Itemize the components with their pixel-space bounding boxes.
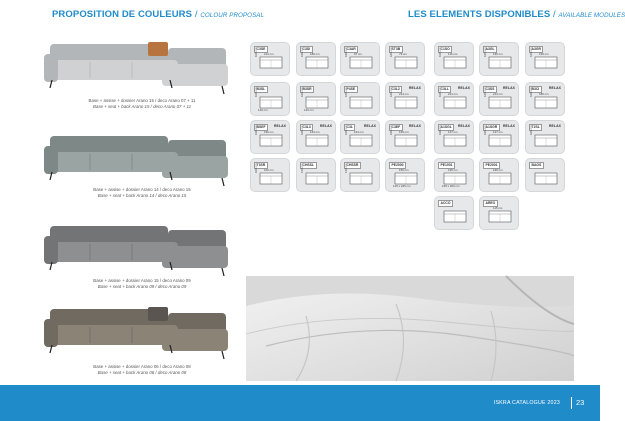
module-tile xyxy=(385,82,425,116)
module-code: CHSSL xyxy=(300,162,317,169)
relax-logo: RELAX xyxy=(503,124,515,128)
module-code: A1SGL xyxy=(438,124,454,131)
section-title-colour-proposal xyxy=(52,9,264,20)
module-diagram xyxy=(534,133,558,148)
module-diagram xyxy=(488,95,512,110)
module-diagram xyxy=(394,55,418,70)
relax-logo: RELAX xyxy=(549,124,561,128)
module-tile xyxy=(434,196,474,230)
module-diagram xyxy=(349,171,373,186)
module-depth: 100 cm xyxy=(438,125,442,135)
sofa-image xyxy=(44,126,232,188)
module-tile xyxy=(296,82,336,116)
title-fr: LES ELEMENTS DISPONIBLES xyxy=(408,9,551,20)
module-tile xyxy=(340,158,380,192)
module-width: 127 cm xyxy=(448,130,458,134)
module-code: T2SL xyxy=(529,124,542,131)
module-depth: 100 cm xyxy=(529,87,533,97)
relax-logo: RELAX xyxy=(364,124,376,128)
module-width: 196 cm xyxy=(493,52,503,56)
module-depth: 100 cm xyxy=(389,125,393,135)
module-code: PE2000 xyxy=(389,162,406,169)
module-depth: 100 cm xyxy=(483,87,487,97)
sofa-caption xyxy=(44,364,240,376)
sofa-image xyxy=(44,34,232,96)
module-depth: 100 cm xyxy=(344,125,348,135)
module-code: B3SL xyxy=(254,86,268,93)
module-diagram xyxy=(488,171,512,186)
module-depth: 100 cm xyxy=(254,125,258,135)
module-width: 190 cm xyxy=(264,130,274,134)
module-diagram xyxy=(443,55,467,70)
module-tile xyxy=(479,196,519,230)
module-width: 163 cm xyxy=(310,130,320,134)
module-width: 79 cm xyxy=(399,52,407,56)
module-depth: 100 cm xyxy=(344,87,348,97)
footer-divider xyxy=(571,397,572,409)
module-depth: 100 cm xyxy=(389,87,393,97)
module-tile xyxy=(434,158,474,192)
module-diagram xyxy=(443,209,467,224)
module-width: 189 cm xyxy=(310,52,320,56)
relax-logo: RELAX xyxy=(458,124,470,128)
module-code: BSEF xyxy=(254,124,268,131)
module-diagram xyxy=(259,55,283,70)
module-diagram xyxy=(534,95,558,110)
module-tile xyxy=(385,120,425,154)
module-width: 163 cm xyxy=(354,130,364,134)
module-code: C3L xyxy=(344,124,355,131)
caption-en: Base + seat + back Arano 15 / deco Arano 07 + 11 xyxy=(92,104,192,109)
module-width: 214 cm xyxy=(448,92,458,96)
module-tile xyxy=(479,158,519,192)
module-diagram xyxy=(349,95,373,110)
module-depth: 100 cm xyxy=(300,87,304,97)
module-width: 186 cm xyxy=(539,92,549,96)
relax-logo: RELAX xyxy=(409,124,421,128)
sofa-caption xyxy=(44,187,240,199)
module-tile xyxy=(296,42,336,76)
module-tile xyxy=(250,42,290,76)
catalogue-label: ISKRA CATALOGUE 2023 xyxy=(493,400,560,406)
module-width: 196 cm xyxy=(539,52,549,56)
module-code: PE1001 xyxy=(438,162,455,169)
caption-fr: Base + assise + dossier Arano 06 / deco Arano 08 xyxy=(93,364,191,369)
module-code: PE2001 xyxy=(483,162,500,169)
module-diagram xyxy=(394,171,418,186)
module-tile xyxy=(434,82,474,116)
module-code: CHSSR xyxy=(344,162,361,169)
module-depth: 100 cm xyxy=(529,47,533,57)
module-width: 100 cm xyxy=(264,168,274,172)
module-depth: 100 cm xyxy=(254,87,258,97)
module-size-note: 125 x 225 cm xyxy=(393,184,411,188)
relax-logo: RELAX xyxy=(274,124,286,128)
module-tile xyxy=(250,158,290,192)
module-width: 196 cm xyxy=(448,168,458,172)
module-tile xyxy=(434,42,474,76)
caption-fr: Base + assise + dossier Arano 15 / deco Arano 09 xyxy=(93,278,191,283)
module-diagram xyxy=(443,133,467,148)
module-code: A3GL xyxy=(483,46,497,53)
module-depth: 160 cm xyxy=(300,163,304,173)
module-diagram xyxy=(259,133,283,148)
module-depth: 100 cm xyxy=(344,47,348,57)
module-tile xyxy=(250,82,290,116)
sofa-image xyxy=(44,216,232,278)
module-diagram xyxy=(488,133,512,148)
module-diagram xyxy=(349,133,373,148)
module-tile xyxy=(250,120,290,154)
corner-sofa-illustration xyxy=(44,34,232,96)
module-code: C3LL xyxy=(438,86,451,93)
module-code: A3GR xyxy=(529,46,543,53)
module-size-note: 140 cm xyxy=(304,108,314,112)
module-diagram xyxy=(305,95,329,110)
module-code: B3SR xyxy=(300,86,314,93)
module-code: BAGS xyxy=(529,162,544,169)
title-slash: / xyxy=(194,9,198,20)
module-width: 214 cm xyxy=(399,92,409,96)
corner-sofa-illustration xyxy=(44,126,232,188)
caption-en: Base + seat + back Arano 06 / deco Arano 08 xyxy=(97,370,187,375)
module-tile xyxy=(525,42,565,76)
module-tile xyxy=(434,120,474,154)
sofa-caption xyxy=(44,278,240,290)
section-title-available-modules xyxy=(408,9,625,20)
module-width: 196 cm xyxy=(493,168,503,172)
relax-logo: RELAX xyxy=(503,86,515,90)
module-tile xyxy=(385,158,425,192)
module-tile xyxy=(340,82,380,116)
module-width: 214 cm xyxy=(264,52,274,56)
caption-en: Base + seat + back Arano 09 / deco Arano 09 xyxy=(97,284,187,289)
module-diagram xyxy=(394,133,418,148)
title-en: COLOUR PROPOSAL xyxy=(200,12,265,19)
module-tile xyxy=(479,42,519,76)
module-code: C1SO xyxy=(438,46,452,53)
leather-illustration xyxy=(246,276,574,381)
module-diagram xyxy=(259,95,283,110)
module-diagram xyxy=(488,55,512,70)
module-code: ACCO xyxy=(438,200,453,207)
module-code: A1SGR xyxy=(483,124,500,131)
module-diagram xyxy=(488,209,512,224)
relax-logo: RELAX xyxy=(409,86,421,90)
module-tile xyxy=(525,158,565,192)
module-depth: 100 cm xyxy=(483,47,487,57)
module-tile xyxy=(296,120,336,154)
module-width: 116 cm xyxy=(448,52,458,56)
module-tile xyxy=(340,120,380,154)
module-code: C3L3 xyxy=(300,124,313,131)
module-diagram xyxy=(443,95,467,110)
module-tile xyxy=(340,42,380,76)
module-diagram xyxy=(534,171,558,186)
module-diagram xyxy=(534,55,558,70)
module-depth: 100 cm xyxy=(300,125,304,135)
module-depth: 100 cm xyxy=(438,47,442,57)
module-width: 127 cm xyxy=(493,130,503,134)
module-code: C3EF xyxy=(389,124,403,131)
module-depth: 100 cm xyxy=(529,125,533,135)
module-code: B3CI xyxy=(529,86,542,93)
module-code: C3SE xyxy=(254,46,268,53)
module-code: T3SR xyxy=(254,162,268,169)
module-width: 97 cm xyxy=(354,52,362,56)
caption-fr: Base + assise + dossier Arano 14 / deco Arano 15 xyxy=(93,187,191,192)
module-depth: 100 cm xyxy=(389,47,393,57)
leather-closeup-photo xyxy=(246,276,574,381)
relax-logo: RELAX xyxy=(458,86,470,90)
footer-bar xyxy=(0,385,600,421)
module-code: AREO xyxy=(483,200,498,207)
sofa-image xyxy=(44,299,232,361)
module-diagram xyxy=(349,55,373,70)
module-code: P4SE xyxy=(344,86,358,93)
module-tile xyxy=(296,158,336,192)
module-diagram xyxy=(443,171,467,186)
relax-logo: RELAX xyxy=(320,124,332,128)
module-code: C3AR xyxy=(344,46,358,53)
sofa-caption xyxy=(44,98,240,110)
module-tile xyxy=(525,120,565,154)
title-fr: PROPOSITION DE COULEURS xyxy=(52,9,193,20)
module-size-note: 155 x 200 cm xyxy=(442,184,460,188)
module-depth: 100 cm xyxy=(254,47,258,57)
caption-en: Base + seat + back Arano 14 / deco Arano 15 xyxy=(97,193,187,198)
module-width: 214 cm xyxy=(493,92,503,96)
corner-sofa-illustration xyxy=(44,216,232,278)
module-diagram xyxy=(305,55,329,70)
module-depth: 160 cm xyxy=(344,163,348,173)
module-tile xyxy=(385,42,425,76)
module-width: 156 cm xyxy=(399,168,409,172)
module-code: ST3B xyxy=(389,46,403,53)
module-tile xyxy=(479,120,519,154)
corner-sofa-illustration xyxy=(44,299,232,361)
title-en: AVAILABLE MODULES xyxy=(558,12,625,19)
module-code: C3SS xyxy=(483,86,497,93)
page-number: 23 xyxy=(576,398,585,407)
module-width: 169 cm xyxy=(399,130,409,134)
module-depth: 100 cm xyxy=(438,87,442,97)
module-depth: 100 cm xyxy=(300,47,304,57)
module-code: C3SI xyxy=(300,46,313,53)
module-diagram xyxy=(394,95,418,110)
title-slash: / xyxy=(553,9,556,20)
module-depth: 100 cm xyxy=(483,125,487,135)
module-tile xyxy=(479,82,519,116)
module-diagram xyxy=(259,171,283,186)
caption-fr: Base + assise + dossier Arano 15 / deco Arano 07 + 11 xyxy=(88,98,196,103)
relax-logo: RELAX xyxy=(549,86,561,90)
module-tile xyxy=(525,82,565,116)
module-width: 115 cm xyxy=(493,206,503,210)
module-code: C3L2 xyxy=(389,86,402,93)
module-size-note: 140 cm xyxy=(258,108,268,112)
module-diagram xyxy=(305,171,329,186)
module-depth: 100 cm xyxy=(254,163,258,173)
module-diagram xyxy=(305,133,329,148)
